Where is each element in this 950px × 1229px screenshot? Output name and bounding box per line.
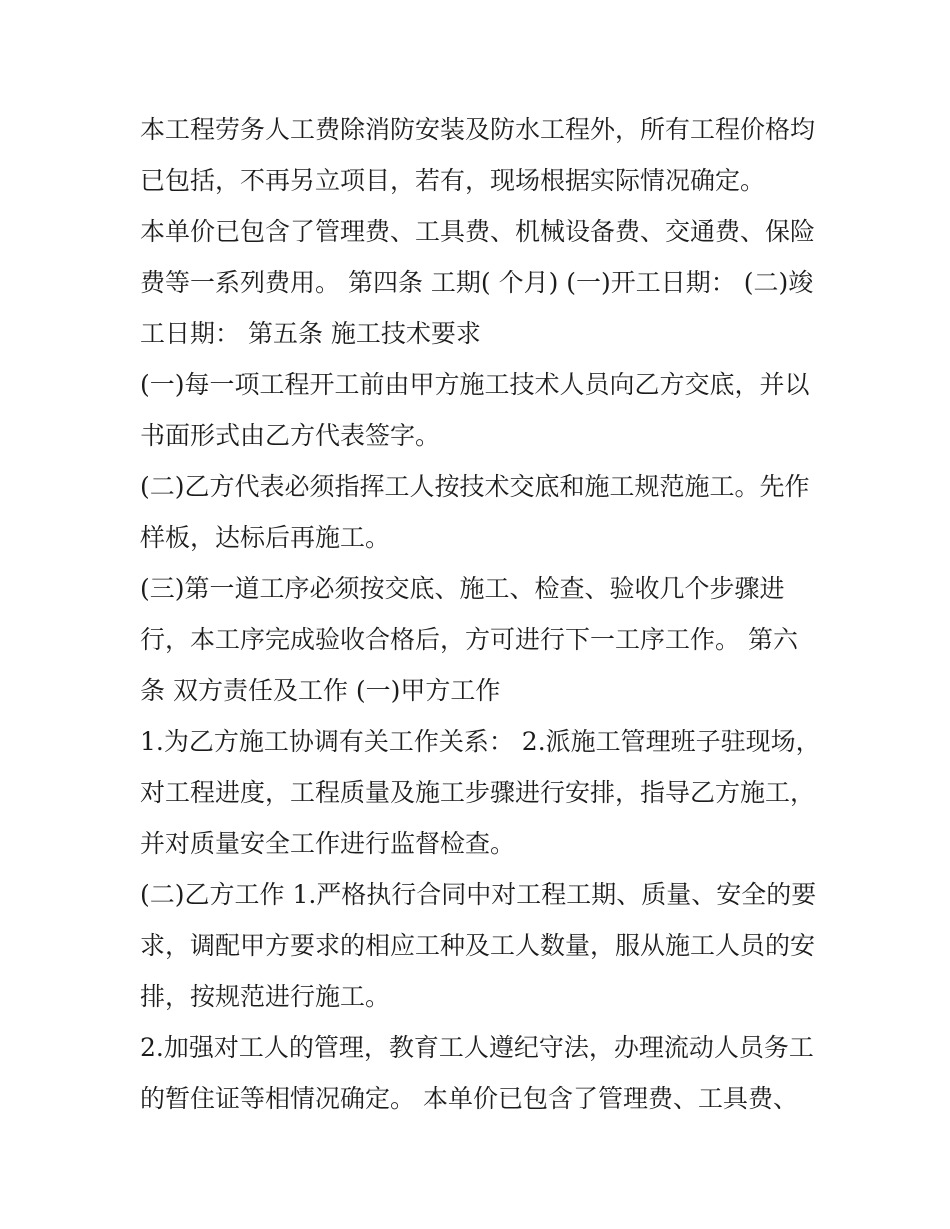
text-line: (三)第一道工序必须按交底、施工、检查、验收几个步骤进 — [140, 574, 785, 603]
text-line: 本工程劳务人工费除消防安装及防水工程外，所有工程价格均 — [140, 115, 816, 144]
text-line: 并对质量安全工作进行监督检查。 — [140, 829, 516, 858]
text-line: 费等一系列费用。 第四条 工期( 个月) (一)开工日期： (二)竣 — [140, 268, 814, 297]
text-line: 2.加强对工人的管理，教育工人遵纪守法，办理流动人员务工 — [140, 1033, 814, 1062]
text-line: 1.为乙方施工协调有关工作关系： 2.派施工管理班子驻现场， — [140, 727, 821, 756]
text-line: 条 双方责任及工作 (一)甲方工作 — [140, 676, 501, 705]
text-line: 求，调配甲方要求的相应工种及工人数量，服从施工人员的安 — [140, 931, 816, 960]
text-line: 本单价已包含了管理费、工具费、机械设备费、交通费、保险 — [140, 217, 816, 246]
text-line: 行，本工序完成验收合格后，方可进行下一工序工作。 第六 — [140, 625, 798, 654]
text-line: (二)乙方工作 1.严格执行合同中对工程工期、质量、安全的要 — [140, 880, 817, 909]
text-line: (一)每一项工程开工前由甲方施工技术人员向乙方交底，并以 — [140, 370, 810, 399]
text-line: 已包括，不再另立项目，若有，现场根据实际情况确定。 — [140, 166, 766, 195]
text-line: (二)乙方代表必须指挥工人按技术交底和施工规范施工。先作 — [140, 472, 810, 501]
text-line: 排，按规范进行施工。 — [140, 982, 391, 1011]
text-line: 工日期： 第五条 施工技术要求 — [140, 319, 481, 348]
text-line: 样板，达标后再施工。 — [140, 523, 391, 552]
text-line: 的暂住证等相情况确定。 本单价已包含了管理费、工具费、 — [140, 1084, 798, 1113]
text-line: 对工程进度，工程质量及施工步骤进行安排，指导乙方施工， — [140, 778, 816, 807]
text-line: 书面形式由乙方代表签字。 — [140, 421, 441, 450]
